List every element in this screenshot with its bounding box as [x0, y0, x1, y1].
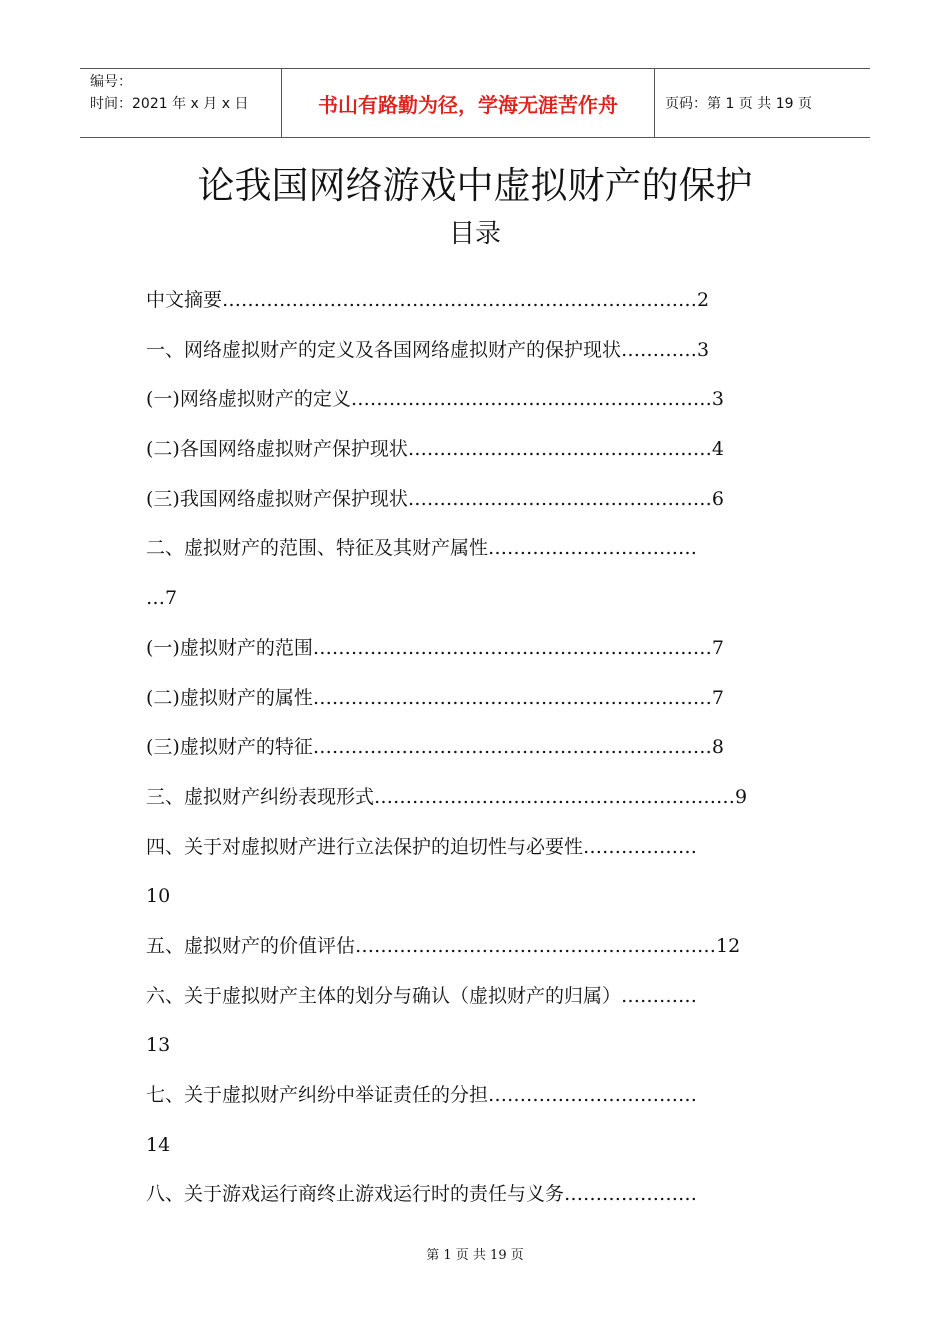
header-motto-cell [282, 69, 655, 137]
toc-line[interactable]: 中文摘要…………………………………………………………………2 [146, 289, 710, 311]
toc-line[interactable]: (二)虚拟财产的属性………………………………………………………7 [146, 686, 724, 709]
document-title: 论我国网络游戏中虚拟财产的保护 [197, 164, 753, 207]
toc-line[interactable]: 一、网络虚拟财产的定义及各国网络虚拟财产的保护现状…………3 [146, 338, 710, 361]
toc-line[interactable]: 14 [146, 1133, 171, 1156]
toc-line[interactable]: 二、虚拟财产的范围、特征及其财产属性…………………………… [146, 537, 698, 560]
toc-line[interactable]: 五、虚拟财产的价值评估…………………………………………………12 [146, 934, 741, 957]
toc-line[interactable]: 三、虚拟财产纠纷表现形式…………………………………………………9 [146, 785, 748, 808]
toc-heading: 目录 [448, 219, 501, 249]
header-motto: 书山有路勤为径，学海无涯苦作舟 [318, 92, 618, 117]
table-of-contents [146, 276, 806, 1220]
toc-line[interactable]: (二)各国网络虚拟财产保护现状…………………………………………4 [146, 438, 724, 461]
toc-line[interactable]: 八、关于游戏运行商终止游戏运行时的责任与义务………………… [146, 1183, 698, 1206]
toc-line[interactable]: 13 [146, 1034, 171, 1057]
toc-line[interactable]: 四、关于对虚拟财产进行立法保护的迫切性与必要性……………… [146, 835, 698, 858]
page-footer: 第 1 页 共 19 页 [426, 1248, 524, 1263]
toc-line[interactable]: (一)虚拟财产的范围………………………………………………………7 [146, 636, 724, 659]
toc-line[interactable]: 10 [146, 885, 171, 908]
document-number-label: 编号： [90, 74, 132, 90]
header-meta [80, 69, 282, 137]
header-page-info: 页码：第 1 页 共 19 页 [665, 96, 812, 112]
toc-line[interactable]: 七、关于虚拟财产纠纷中举证责任的分担…………………………… [146, 1084, 698, 1106]
toc-line[interactable]: (一)网络虚拟财产的定义…………………………………………………3 [146, 388, 724, 411]
toc-line[interactable]: (三)我国网络虚拟财产保护现状…………………………………………6 [146, 487, 724, 510]
toc-line[interactable]: 六、关于虚拟财产主体的划分与确认（虚拟财产的归属）………… [146, 984, 698, 1007]
toc-line[interactable]: …7 [146, 587, 178, 610]
document-date: 时间：2021 年 x 月 x 日 [90, 96, 249, 112]
page-header [80, 68, 870, 138]
toc-line[interactable]: (三)虚拟财产的特征………………………………………………………8 [146, 736, 724, 759]
